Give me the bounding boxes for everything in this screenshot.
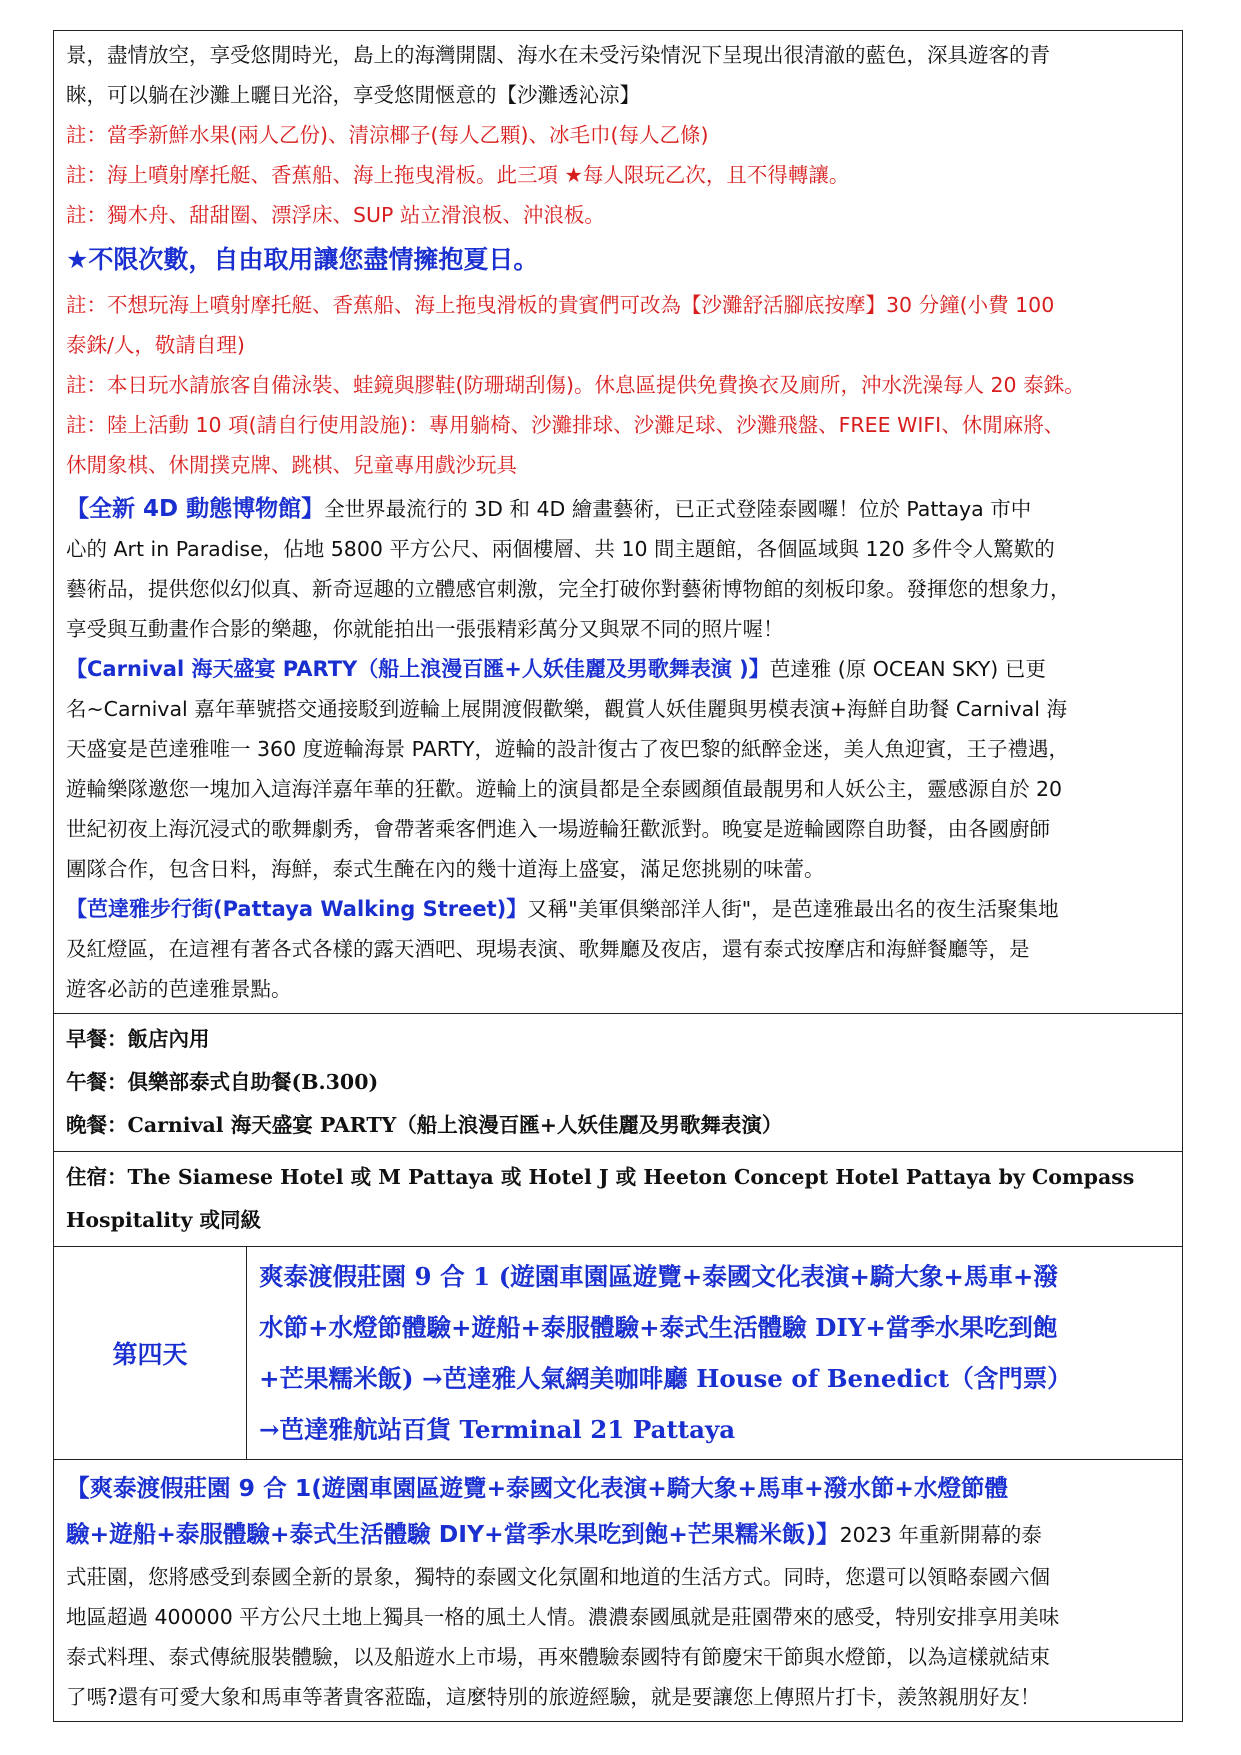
red-note: 註：當季新鮮水果(兩人乙份)、清涼椰子(每人乙顆)、冰毛巾(每人乙條) xyxy=(66,123,709,147)
red-note: 休閒象棋、休閒撲克牌、跳棋、兒童專用戲沙玩具 xyxy=(66,453,517,477)
carnival-paragraph-line xyxy=(66,649,1172,689)
carnival-paragraph-line: 名~Carnival 嘉年華號搭交通接駁到遊輪上展開渡假歡樂，觀賞人妖佳麗與男模表演+海鮮自助餐 Carnival 海 xyxy=(66,697,1067,721)
carnival-text: 芭達雅 (原 OCEAN SKY) 已更 xyxy=(769,657,1046,681)
red-note: 註：獨木舟、甜甜圈、漂浮床、SUP 站立滑浪板、沖浪板。 xyxy=(66,203,605,227)
resort-title-line: 【爽泰渡假莊園 9 合 1(遊園車園區遊覽+泰國文化表演+騎大象+馬車+潑水節+水燈節體 xyxy=(66,1474,1008,1502)
day4-header-box xyxy=(53,1246,1183,1459)
dinner: 晚餐：Carnival 海天盛宴 PARTY（船上浪漫百匯+人妖佳麗及男歌舞表演） xyxy=(66,1113,783,1137)
museum-text: 全世界最流行的 3D 和 4D 繪畫藝術，已正式登陸泰國囉！位於 Pattaya 市中 xyxy=(324,497,1032,521)
walking-street-title: 【芭達雅步行街(Pattaya Walking Street)】 xyxy=(66,897,528,921)
red-note: 註：海上噴射摩托艇、香蕉船、海上拖曳滑板。此三項 ★每人限玩乙次，且不得轉讓。 xyxy=(66,163,850,187)
walking-street-paragraph-line xyxy=(66,889,1172,929)
red-note: 泰銖/人，敬請自理) xyxy=(66,333,245,357)
meals-box xyxy=(53,1013,1183,1151)
carnival-paragraph-line: 世紀初夜上海沉浸式的歌舞劇秀，會帶著乘客們進入一場遊輪狂歡派對。晚宴是遊輪國際自助餐，由各國廚師 xyxy=(66,817,1050,841)
walking-street-paragraph-line: 遊客必訪的芭達雅景點。 xyxy=(66,977,292,1001)
resort-paragraph-line xyxy=(66,1512,1172,1557)
carnival-paragraph-line: 遊輪樂隊邀您一塊加入這海洋嘉年華的狂歡。遊輪上的演員都是全泰國顏值最靚男和人妖公主，靈感源自於 20 xyxy=(66,777,1063,801)
day-title-line: 水節+水燈節體驗+遊船+泰服體驗+泰式生活體驗 DIY+當季水果吃到飽 xyxy=(259,1313,1058,1342)
hotel-line: Hospitality 或同級 xyxy=(66,1208,262,1232)
carnival-paragraph-line: 天盛宴是芭達雅唯一 360 度遊輪海景 PARTY，遊輪的設計復古了夜巴黎的紙醉金迷，美人魚迎賓，王子禮遇， xyxy=(66,737,1070,761)
hotel-box xyxy=(53,1151,1183,1246)
day-title-cell xyxy=(247,1247,1182,1459)
itinerary-page xyxy=(53,30,1183,1722)
red-note: 註：不想玩海上噴射摩托艇、香蕉船、海上拖曳滑板的貴賓們可改為【沙灘舒活腳底按摩】30 分鐘(小費 100 xyxy=(66,293,1055,317)
walking-street-paragraph-line: 及紅燈區，在這裡有著各式各樣的露天酒吧、現場表演、歌舞廳及夜店，還有泰式按摩店和海鮮餐廳等，是 xyxy=(66,937,1030,961)
walking-street-text: 又稱"美軍俱樂部洋人街"，是芭達雅最出名的夜生活聚集地 xyxy=(527,897,1059,921)
carnival-paragraph-line: 團隊合作，包含日料，海鮮，泰式生醃在內的幾十道海上盛宴，滿足您挑剔的味蕾。 xyxy=(66,857,825,881)
unlimited-star-line: ★不限次數，自由取用讓您盡情擁抱夏日。 xyxy=(66,245,539,274)
day-title-line: +芒果糯米飯) →芭達雅人氣網美咖啡廳 House of Benedict（含門票） xyxy=(259,1364,1072,1393)
carnival-title: 【Carnival 海天盛宴 PARTY（船上浪漫百匯+人妖佳麗及男歌舞表演 )】 xyxy=(66,657,770,681)
museum-paragraph-line: 心的 Art in Paradise，佔地 5800 平方公尺、兩個樓層、共 10 間主題館，各個區域與 120 多件令人驚歎的 xyxy=(66,537,1055,561)
resort-paragraph-line: 泰式料理、泰式傳統服裝體驗，以及船遊水上市場，再來體驗泰國特有節慶宋干節與水燈節，以為這樣就結束 xyxy=(66,1645,1050,1669)
red-note: 註：本日玩水請旅客自備泳裝、蛙鏡與膠鞋(防珊瑚刮傷)。休息區提供免費換衣及廁所，沖水洗澡每人 20 泰銖。 xyxy=(66,373,1085,397)
red-note: 註：陸上活動 10 項(請自行使用設施)：專用躺椅、沙灘排球、沙灘足球、沙灘飛盤、FREE WIFI、休閒麻將、 xyxy=(66,413,1065,437)
museum-paragraph-line xyxy=(66,489,1172,529)
intro-line: 睞，可以躺在沙灘上曬日光浴，享受悠閒愜意的【沙灘透沁涼】 xyxy=(66,83,640,107)
day-title-line: →芭達雅航站百貨 Terminal 21 Pattaya xyxy=(259,1415,736,1444)
resort-text: 2023 年重新開幕的泰 xyxy=(839,1523,1042,1547)
hotel-line: 住宿：The Siamese Hotel 或 M Pattaya 或 Hotel J 或 Heeton Concept Hotel Pattaya by Compass xyxy=(66,1165,1135,1189)
day-label: 第四天 xyxy=(112,1340,188,1369)
activity-description-box xyxy=(53,30,1183,1013)
day-label-cell xyxy=(54,1247,247,1459)
resort-description-box xyxy=(53,1459,1183,1722)
museum-paragraph-line: 藝術品，提供您似幻似真、新奇逗趣的立體感官刺激，完全打破你對藝術博物館的刻板印象。發揮您的想象力， xyxy=(66,577,1071,601)
day-title-line: 爽泰渡假莊園 9 合 1 (遊園車園區遊覽+泰國文化表演+騎大象+馬車+潑 xyxy=(259,1262,1058,1291)
resort-paragraph-line: 式莊園，您將感受到泰國全新的景象，獨特的泰國文化氛圍和地道的生活方式。同時，您還可以領略泰國六個 xyxy=(66,1565,1050,1589)
resort-title-line: 驗+遊船+泰服體驗+泰式生活體驗 DIY+當季水果吃到飽+芒果糯米飯)】 xyxy=(66,1520,840,1548)
breakfast: 早餐：飯店內用 xyxy=(66,1027,210,1051)
resort-paragraph-line: 地區超過 400000 平方公尺土地上獨具一格的風土人情。濃濃泰國風就是莊園帶來的感受，特別安排享用美味 xyxy=(66,1605,1060,1629)
lunch: 午餐：俱樂部泰式自助餐(B.300) xyxy=(66,1070,379,1094)
resort-paragraph-line: 了嗎?還有可愛大象和馬車等著貴客蒞臨，這麼特別的旅遊經驗，就是要讓您上傳照片打卡，羨煞親朋好友！ xyxy=(66,1685,1041,1709)
museum-paragraph-line: 享受與互動畫作合影的樂趣，你就能拍出一張張精彩萬分又與眾不同的照片喔！ xyxy=(66,617,784,641)
museum-title: 【全新 4D 動態博物館】 xyxy=(66,496,325,522)
intro-line: 景，盡情放空，享受悠閒時光，島上的海灣開闊、海水在未受污染情況下呈現出很清澈的藍色，深具遊客的青 xyxy=(66,43,1050,67)
